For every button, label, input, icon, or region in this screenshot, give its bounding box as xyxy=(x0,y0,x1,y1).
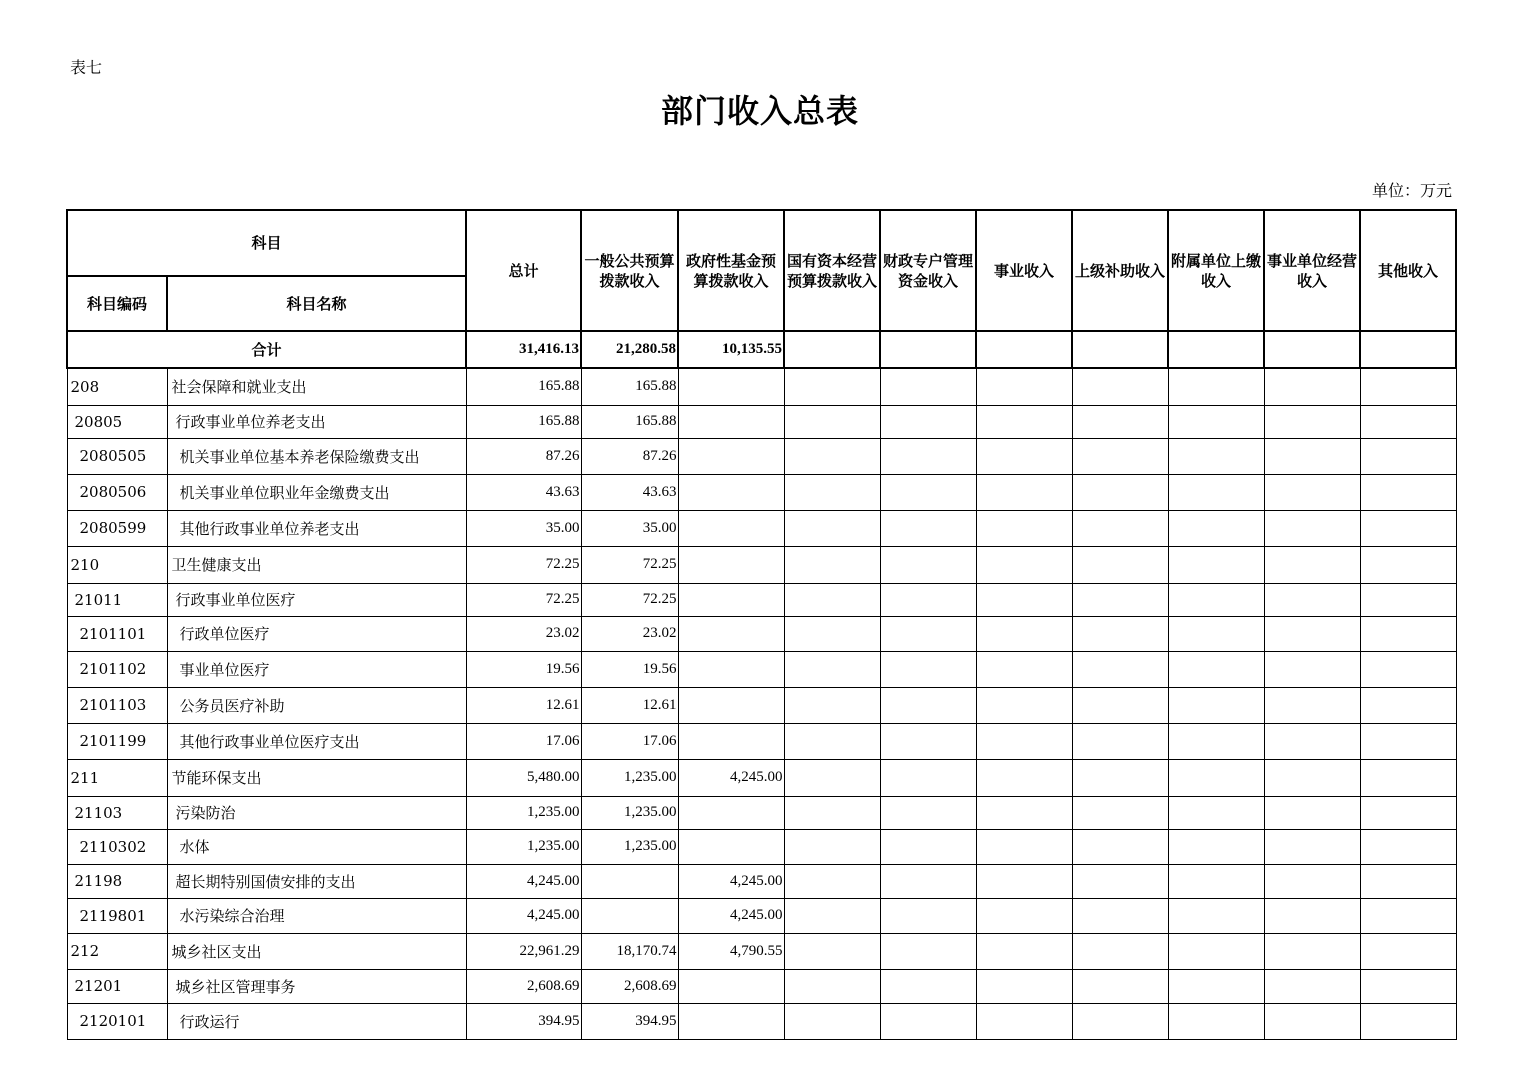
row-cell: 87.26 xyxy=(581,438,678,474)
row-cell: 87.26 xyxy=(466,438,581,474)
row-cell xyxy=(880,723,976,759)
row-code: 2119801 xyxy=(67,898,167,933)
row-cell xyxy=(784,933,880,969)
row-cell xyxy=(1072,651,1168,687)
table-body xyxy=(67,331,1456,1039)
row-code: 2101101 xyxy=(67,616,167,651)
row-cell xyxy=(1168,796,1264,829)
row-name: 超长期特别国债安排的支出 xyxy=(167,864,466,898)
row-cell xyxy=(678,829,784,864)
row-cell xyxy=(784,438,880,474)
header-operating-income: 事业单位经营收入 xyxy=(1264,210,1360,331)
row-cell xyxy=(1264,898,1360,933)
row-cell: 22,961.29 xyxy=(466,933,581,969)
row-cell xyxy=(976,687,1072,723)
row-cell: 23.02 xyxy=(466,616,581,651)
table-row xyxy=(67,759,1456,796)
row-cell xyxy=(1360,969,1456,1003)
table-row xyxy=(67,969,1456,1003)
row-cell xyxy=(1168,969,1264,1003)
total-cell: 31,416.13 xyxy=(466,331,581,368)
row-name: 机关事业单位基本养老保险缴费支出 xyxy=(167,438,466,474)
row-cell xyxy=(784,759,880,796)
row-cell xyxy=(678,1003,784,1039)
row-cell xyxy=(880,616,976,651)
row-cell xyxy=(678,405,784,438)
header-business-income: 事业收入 xyxy=(976,210,1072,331)
row-cell xyxy=(1264,687,1360,723)
table-number: 表七 xyxy=(70,58,103,77)
row-cell: 4,245.00 xyxy=(678,864,784,898)
row-cell xyxy=(1360,438,1456,474)
header-fund-budget: 政府性基金预算拨款收入 xyxy=(678,210,784,331)
row-cell: 72.25 xyxy=(581,583,678,616)
row-cell xyxy=(1072,898,1168,933)
row-cell: 1,235.00 xyxy=(581,759,678,796)
row-cell xyxy=(1264,616,1360,651)
row-cell xyxy=(1360,474,1456,510)
total-cell: 10,135.55 xyxy=(678,331,784,368)
table-row xyxy=(67,1003,1456,1039)
row-name: 其他行政事业单位养老支出 xyxy=(167,510,466,546)
total-row xyxy=(67,331,1456,368)
row-cell xyxy=(1168,829,1264,864)
table-row xyxy=(67,933,1456,969)
row-cell xyxy=(1168,1003,1264,1039)
row-cell xyxy=(1072,829,1168,864)
row-cell xyxy=(880,829,976,864)
row-name: 水污染综合治理 xyxy=(167,898,466,933)
row-cell xyxy=(784,651,880,687)
row-name: 公务员医疗补助 xyxy=(167,687,466,723)
table-row xyxy=(67,864,1456,898)
total-cell xyxy=(1264,331,1360,368)
row-name: 机关事业单位职业年金缴费支出 xyxy=(167,474,466,510)
total-cell: 21,280.58 xyxy=(581,331,678,368)
row-cell xyxy=(1264,368,1360,405)
row-code: 2080599 xyxy=(67,510,167,546)
row-cell: 4,790.55 xyxy=(678,933,784,969)
row-cell xyxy=(1360,864,1456,898)
row-cell xyxy=(880,759,976,796)
row-cell xyxy=(1168,759,1264,796)
row-cell xyxy=(678,438,784,474)
row-cell xyxy=(880,687,976,723)
row-cell xyxy=(976,898,1072,933)
table-row xyxy=(67,546,1456,583)
total-cell xyxy=(880,331,976,368)
row-cell xyxy=(1072,405,1168,438)
row-cell: 18,170.74 xyxy=(581,933,678,969)
row-cell xyxy=(678,616,784,651)
row-cell xyxy=(976,438,1072,474)
row-cell xyxy=(1072,687,1168,723)
table-row xyxy=(67,898,1456,933)
row-name: 行政事业单位养老支出 xyxy=(167,405,466,438)
row-cell xyxy=(1360,583,1456,616)
row-cell xyxy=(1072,969,1168,1003)
row-cell xyxy=(1360,759,1456,796)
row-cell xyxy=(1264,405,1360,438)
row-name: 水体 xyxy=(167,829,466,864)
row-cell xyxy=(784,864,880,898)
row-code: 20805 xyxy=(67,405,167,438)
table-row xyxy=(67,687,1456,723)
row-name: 污染防治 xyxy=(167,796,466,829)
row-cell xyxy=(784,368,880,405)
row-name: 事业单位医疗 xyxy=(167,651,466,687)
total-cell xyxy=(1168,331,1264,368)
header-superior-subsidy: 上级补助收入 xyxy=(1072,210,1168,331)
row-cell xyxy=(1264,969,1360,1003)
row-cell: 165.88 xyxy=(466,405,581,438)
row-cell: 2,608.69 xyxy=(581,969,678,1003)
row-cell: 19.56 xyxy=(581,651,678,687)
row-cell xyxy=(1264,933,1360,969)
row-cell xyxy=(1360,687,1456,723)
row-cell: 1,235.00 xyxy=(581,829,678,864)
row-cell xyxy=(976,1003,1072,1039)
row-cell xyxy=(1168,368,1264,405)
row-cell xyxy=(1264,1003,1360,1039)
row-cell xyxy=(784,474,880,510)
row-name: 行政单位医疗 xyxy=(167,616,466,651)
row-cell: 1,235.00 xyxy=(581,796,678,829)
row-cell xyxy=(678,546,784,583)
total-cell xyxy=(1360,331,1456,368)
row-cell xyxy=(784,616,880,651)
row-name: 社会保障和就业支出 xyxy=(167,368,466,405)
row-cell xyxy=(784,1003,880,1039)
table-row xyxy=(67,405,1456,438)
row-cell xyxy=(880,438,976,474)
row-cell xyxy=(1168,474,1264,510)
row-code: 2120101 xyxy=(67,1003,167,1039)
row-cell xyxy=(1264,583,1360,616)
row-cell xyxy=(784,583,880,616)
row-cell xyxy=(678,969,784,1003)
row-cell xyxy=(976,510,1072,546)
row-cell: 17.06 xyxy=(466,723,581,759)
table-row xyxy=(67,510,1456,546)
row-cell xyxy=(1264,759,1360,796)
row-cell xyxy=(1072,583,1168,616)
row-cell xyxy=(976,864,1072,898)
table-row xyxy=(67,796,1456,829)
row-cell xyxy=(976,583,1072,616)
row-code: 2101102 xyxy=(67,651,167,687)
row-cell xyxy=(880,1003,976,1039)
row-code: 21103 xyxy=(67,796,167,829)
row-cell xyxy=(1168,933,1264,969)
row-cell xyxy=(678,583,784,616)
row-cell xyxy=(976,759,1072,796)
row-cell xyxy=(784,546,880,583)
row-cell xyxy=(1360,933,1456,969)
row-cell: 2,608.69 xyxy=(466,969,581,1003)
table-row xyxy=(67,474,1456,510)
row-cell: 19.56 xyxy=(466,651,581,687)
row-name: 行政事业单位医疗 xyxy=(167,583,466,616)
row-cell xyxy=(1072,759,1168,796)
row-cell xyxy=(1072,723,1168,759)
row-cell xyxy=(1072,438,1168,474)
row-cell xyxy=(784,898,880,933)
row-cell xyxy=(1072,796,1168,829)
row-cell xyxy=(1168,438,1264,474)
row-cell: 1,235.00 xyxy=(466,796,581,829)
row-cell xyxy=(1168,510,1264,546)
total-cell xyxy=(1072,331,1168,368)
row-cell xyxy=(678,651,784,687)
header-state-capital: 国有资本经营预算拨款收入 xyxy=(784,210,880,331)
header-code: 科目编码 xyxy=(67,276,167,331)
row-name: 节能环保支出 xyxy=(167,759,466,796)
row-cell xyxy=(1360,723,1456,759)
row-cell xyxy=(1168,583,1264,616)
table-row xyxy=(67,723,1456,759)
row-cell xyxy=(1072,933,1168,969)
row-cell xyxy=(1168,723,1264,759)
row-cell: 4,245.00 xyxy=(466,864,581,898)
table-row xyxy=(67,829,1456,864)
header-subject: 科目 xyxy=(67,210,466,276)
row-cell xyxy=(678,368,784,405)
row-cell xyxy=(880,474,976,510)
row-cell xyxy=(880,583,976,616)
row-cell xyxy=(784,723,880,759)
row-cell xyxy=(880,969,976,1003)
row-cell xyxy=(1360,368,1456,405)
row-cell xyxy=(678,796,784,829)
row-cell xyxy=(1072,474,1168,510)
row-code: 2101103 xyxy=(67,687,167,723)
row-cell: 35.00 xyxy=(581,510,678,546)
row-name: 城乡社区管理事务 xyxy=(167,969,466,1003)
row-cell: 1,235.00 xyxy=(466,829,581,864)
row-cell xyxy=(976,651,1072,687)
row-cell xyxy=(976,723,1072,759)
row-cell xyxy=(1168,687,1264,723)
row-cell: 5,480.00 xyxy=(466,759,581,796)
table-row xyxy=(67,651,1456,687)
row-name: 卫生健康支出 xyxy=(167,546,466,583)
row-cell: 72.25 xyxy=(581,546,678,583)
row-cell: 165.88 xyxy=(581,405,678,438)
row-cell: 4,245.00 xyxy=(466,898,581,933)
table-row xyxy=(67,438,1456,474)
row-cell xyxy=(1072,1003,1168,1039)
row-cell: 165.88 xyxy=(466,368,581,405)
row-cell xyxy=(1072,546,1168,583)
row-cell xyxy=(976,829,1072,864)
row-cell xyxy=(784,969,880,1003)
row-cell xyxy=(678,723,784,759)
row-cell: 17.06 xyxy=(581,723,678,759)
total-cell xyxy=(976,331,1072,368)
row-code: 211 xyxy=(67,759,167,796)
row-code: 2110302 xyxy=(67,829,167,864)
row-name: 城乡社区支出 xyxy=(167,933,466,969)
total-cell xyxy=(784,331,880,368)
row-cell xyxy=(1072,864,1168,898)
row-cell xyxy=(976,616,1072,651)
page-title: 部门收入总表 xyxy=(660,92,859,130)
row-code: 2080506 xyxy=(67,474,167,510)
row-cell xyxy=(1360,651,1456,687)
row-cell: 12.61 xyxy=(466,687,581,723)
row-cell: 72.25 xyxy=(466,583,581,616)
row-cell xyxy=(1168,616,1264,651)
row-code: 208 xyxy=(67,368,167,405)
row-cell xyxy=(880,405,976,438)
row-cell xyxy=(581,898,678,933)
row-cell xyxy=(1360,546,1456,583)
row-cell: 4,245.00 xyxy=(678,898,784,933)
income-table xyxy=(66,209,1457,1040)
row-cell xyxy=(880,864,976,898)
row-cell: 394.95 xyxy=(581,1003,678,1039)
row-cell xyxy=(1264,864,1360,898)
row-cell xyxy=(678,510,784,546)
row-code: 2101199 xyxy=(67,723,167,759)
unit-label: 单位：万元 xyxy=(1371,181,1452,200)
row-cell: 72.25 xyxy=(466,546,581,583)
row-cell xyxy=(1360,796,1456,829)
table-row xyxy=(67,368,1456,405)
row-cell: 4,245.00 xyxy=(678,759,784,796)
row-cell xyxy=(880,368,976,405)
row-cell: 43.63 xyxy=(581,474,678,510)
row-cell xyxy=(1168,898,1264,933)
row-cell: 23.02 xyxy=(581,616,678,651)
row-cell: 35.00 xyxy=(466,510,581,546)
table-row xyxy=(67,583,1456,616)
row-cell xyxy=(1360,510,1456,546)
row-cell xyxy=(1168,546,1264,583)
header-special-account: 财政专户管理资金收入 xyxy=(880,210,976,331)
row-cell xyxy=(976,796,1072,829)
row-cell xyxy=(1264,796,1360,829)
header-total: 总计 xyxy=(466,210,581,331)
row-code: 210 xyxy=(67,546,167,583)
row-cell xyxy=(1072,616,1168,651)
row-cell xyxy=(976,405,1072,438)
row-code: 21011 xyxy=(67,583,167,616)
header-general-budget: 一般公共预算拨款收入 xyxy=(581,210,678,331)
row-code: 2080505 xyxy=(67,438,167,474)
row-cell: 394.95 xyxy=(466,1003,581,1039)
row-cell xyxy=(1168,651,1264,687)
row-cell xyxy=(1264,438,1360,474)
row-cell xyxy=(1072,510,1168,546)
table-header xyxy=(67,210,1456,331)
row-cell xyxy=(581,864,678,898)
row-cell xyxy=(880,651,976,687)
row-name: 其他行政事业单位医疗支出 xyxy=(167,723,466,759)
row-cell xyxy=(1264,723,1360,759)
row-cell xyxy=(784,510,880,546)
row-cell xyxy=(784,687,880,723)
row-cell xyxy=(1168,864,1264,898)
row-cell xyxy=(880,546,976,583)
row-cell xyxy=(1360,898,1456,933)
row-code: 21201 xyxy=(67,969,167,1003)
row-name: 行政运行 xyxy=(167,1003,466,1039)
row-cell xyxy=(784,829,880,864)
row-cell xyxy=(1360,829,1456,864)
row-cell xyxy=(1264,474,1360,510)
row-cell: 43.63 xyxy=(466,474,581,510)
row-cell xyxy=(1168,405,1264,438)
row-cell xyxy=(976,933,1072,969)
row-cell xyxy=(880,510,976,546)
header-affiliated-units: 附属单位上缴收入 xyxy=(1168,210,1264,331)
row-cell xyxy=(784,796,880,829)
row-cell xyxy=(1264,546,1360,583)
row-cell xyxy=(880,898,976,933)
row-cell xyxy=(678,687,784,723)
row-cell: 165.88 xyxy=(581,368,678,405)
table-row xyxy=(67,616,1456,651)
row-cell xyxy=(976,368,1072,405)
row-cell xyxy=(678,474,784,510)
header-name: 科目名称 xyxy=(167,276,466,331)
row-cell xyxy=(1264,651,1360,687)
row-cell xyxy=(1264,829,1360,864)
row-cell xyxy=(1360,1003,1456,1039)
row-cell xyxy=(1360,405,1456,438)
row-cell: 12.61 xyxy=(581,687,678,723)
row-code: 212 xyxy=(67,933,167,969)
row-cell xyxy=(784,405,880,438)
header-other-income: 其他收入 xyxy=(1360,210,1456,331)
total-label: 合计 xyxy=(67,331,466,368)
row-cell xyxy=(1360,616,1456,651)
row-cell xyxy=(880,933,976,969)
row-cell xyxy=(976,546,1072,583)
row-cell xyxy=(976,969,1072,1003)
row-cell xyxy=(880,796,976,829)
row-cell xyxy=(976,474,1072,510)
row-code: 21198 xyxy=(67,864,167,898)
row-cell xyxy=(1072,368,1168,405)
row-cell xyxy=(1264,510,1360,546)
